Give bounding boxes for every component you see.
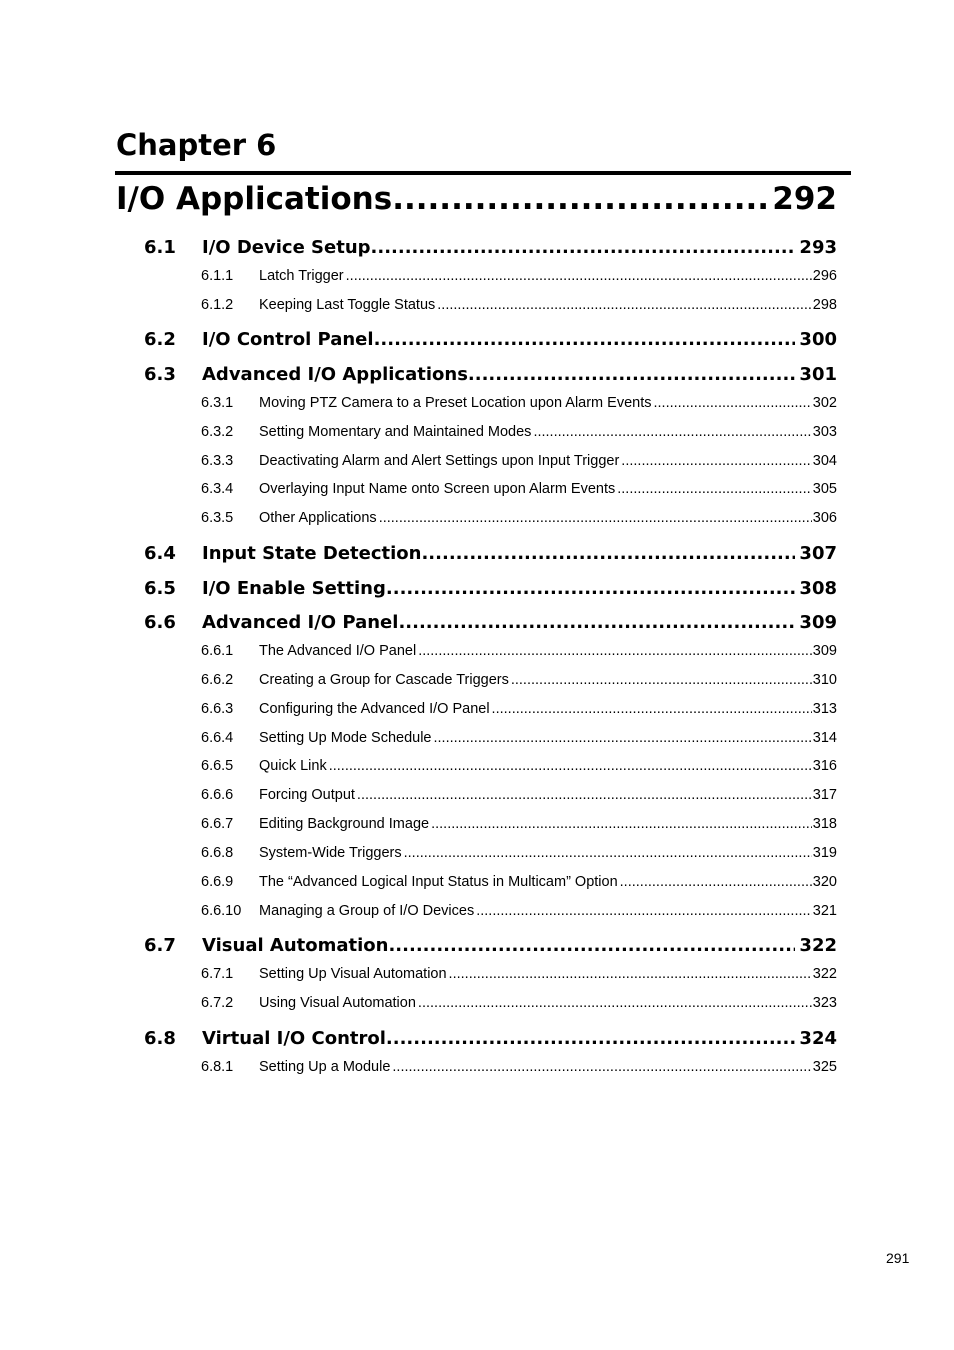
toc-entry-page: 293 bbox=[799, 237, 837, 258]
toc-leader-dots bbox=[388, 935, 795, 956]
toc-entry-number: 6.1.2 bbox=[201, 297, 234, 313]
toc-chapter-page: 292 bbox=[772, 181, 837, 217]
toc-leader-dots bbox=[357, 787, 812, 803]
toc-subsection-entry[interactable] bbox=[201, 1059, 837, 1081]
toc-leader-dots bbox=[386, 578, 796, 599]
toc-section-entry[interactable] bbox=[144, 935, 837, 961]
toc-entry-number: 6.3.2 bbox=[201, 424, 234, 440]
toc-entry-number: 6.4 bbox=[144, 543, 176, 564]
toc-entry-number: 6.3.5 bbox=[201, 510, 234, 526]
toc-entry-page: 296 bbox=[812, 268, 837, 284]
toc-entry-number: 6.1 bbox=[144, 237, 176, 258]
toc-entry-page: 300 bbox=[799, 329, 837, 350]
toc-entry-number: 6.2 bbox=[144, 329, 176, 350]
toc-entry-page: 322 bbox=[812, 966, 837, 982]
toc-entry-page: 314 bbox=[812, 730, 837, 746]
toc-leader-dots bbox=[437, 297, 812, 313]
toc-entry-page: 309 bbox=[812, 643, 837, 659]
toc-entry-page: 309 bbox=[799, 612, 837, 633]
toc-entry-title: Using Visual Automation bbox=[259, 995, 416, 1011]
toc-entry-number: 6.6.9 bbox=[201, 874, 234, 890]
toc-subsection-entry[interactable] bbox=[201, 268, 837, 290]
toc-subsection-entry[interactable] bbox=[201, 845, 837, 867]
toc-leader-dots bbox=[386, 1028, 796, 1049]
toc-leader-dots bbox=[431, 816, 812, 832]
toc-entry-page: 301 bbox=[799, 364, 837, 385]
toc-leader-dots bbox=[346, 268, 812, 284]
toc-entry-number: 6.6.1 bbox=[201, 643, 234, 659]
toc-section-entry[interactable] bbox=[144, 1028, 837, 1054]
toc-entry-number: 6.3.3 bbox=[201, 453, 234, 469]
toc-entry-number: 6.7.2 bbox=[201, 995, 234, 1011]
toc-entry-title: I/O Enable Setting bbox=[202, 578, 386, 599]
toc-subsection-entry[interactable] bbox=[201, 453, 837, 475]
toc-leader-dots bbox=[379, 510, 812, 526]
toc-entry-number: 6.6.7 bbox=[201, 816, 234, 832]
toc-entry-number: 6.6.10 bbox=[201, 903, 242, 919]
toc-chapter-entry[interactable] bbox=[116, 181, 837, 225]
toc-subsection-entry[interactable] bbox=[201, 395, 837, 417]
toc-entry-number: 6.8.1 bbox=[201, 1059, 234, 1075]
toc-entry-page: 324 bbox=[799, 1028, 837, 1049]
toc-subsection-entry[interactable] bbox=[201, 966, 837, 988]
toc-entry-number: 6.3 bbox=[144, 364, 176, 385]
toc-entry-number: 6.7 bbox=[144, 935, 176, 956]
toc-entry-title: Setting Up a Module bbox=[259, 1059, 391, 1075]
toc-entry-number: 6.3.1 bbox=[201, 395, 234, 411]
toc-entry-page: 320 bbox=[812, 874, 837, 890]
toc-entry-title: Moving PTZ Camera to a Preset Location upon Alarm Events bbox=[259, 395, 652, 411]
page-number: 291 bbox=[886, 1250, 910, 1266]
toc-entry-page: 313 bbox=[812, 701, 837, 717]
toc-entry-title: I/O Device Setup bbox=[202, 237, 371, 258]
toc-entry-title: Input State Detection bbox=[202, 543, 422, 564]
toc-leader-dots bbox=[434, 730, 812, 746]
toc-entry-number: 6.6 bbox=[144, 612, 176, 633]
toc-subsection-entry[interactable] bbox=[201, 701, 837, 723]
toc-section-entry[interactable] bbox=[144, 329, 837, 355]
toc-subsection-entry[interactable] bbox=[201, 874, 837, 896]
toc-entry-page: 319 bbox=[812, 845, 837, 861]
toc-entry-title: Forcing Output bbox=[259, 787, 355, 803]
toc-leader-dots bbox=[421, 543, 795, 564]
toc-leader-dots bbox=[476, 903, 812, 919]
toc-chapter-title: I/O Applications bbox=[116, 181, 393, 217]
toc-subsection-entry[interactable] bbox=[201, 903, 837, 925]
toc-entry-title: Latch Trigger bbox=[259, 268, 344, 284]
toc-entry-number: 6.6.6 bbox=[201, 787, 234, 803]
toc-entry-page: 316 bbox=[812, 758, 837, 774]
toc-subsection-entry[interactable] bbox=[201, 730, 837, 752]
toc-entry-page: 325 bbox=[812, 1059, 837, 1075]
toc-leader-dots bbox=[511, 672, 812, 688]
toc-entry-page: 308 bbox=[799, 578, 837, 599]
toc-entry-page: 302 bbox=[812, 395, 837, 411]
toc-entry-title: Managing a Group of I/O Devices bbox=[259, 903, 475, 919]
toc-subsection-entry[interactable] bbox=[201, 758, 837, 780]
toc-entry-page: 310 bbox=[812, 672, 837, 688]
toc-entry-number: 6.6.2 bbox=[201, 672, 234, 688]
toc-leader-dots bbox=[492, 701, 812, 717]
toc-entry-title: Visual Automation bbox=[202, 935, 389, 956]
toc-entry-title: The “Advanced Logical Input Status in Multicam” Option bbox=[259, 874, 618, 890]
toc-entry-title: Editing Background Image bbox=[259, 816, 430, 832]
toc-leader-dots bbox=[374, 329, 796, 350]
toc-leader-dots bbox=[392, 181, 766, 217]
toc-entry-title: Quick Link bbox=[259, 758, 327, 774]
toc-entry-page: 307 bbox=[799, 543, 837, 564]
toc-entry-title: Setting Up Visual Automation bbox=[259, 966, 447, 982]
toc-subsection-entry[interactable] bbox=[201, 787, 837, 809]
toc-entry-page: 317 bbox=[812, 787, 837, 803]
toc-entry-number: 6.8 bbox=[144, 1028, 176, 1049]
toc-leader-dots bbox=[620, 874, 812, 890]
toc-leader-dots bbox=[449, 966, 812, 982]
toc-leader-dots bbox=[654, 395, 812, 411]
toc-entry-page: 304 bbox=[812, 453, 837, 469]
toc-entry-number: 6.5 bbox=[144, 578, 176, 599]
toc-entry-title: Creating a Group for Cascade Triggers bbox=[259, 672, 509, 688]
toc-entry-title: Keeping Last Toggle Status bbox=[259, 297, 436, 313]
toc-section-entry[interactable] bbox=[144, 237, 837, 263]
toc-entry-title: Virtual I/O Control bbox=[202, 1028, 386, 1049]
toc-entry-title: The Advanced I/O Panel bbox=[259, 643, 417, 659]
toc-leader-dots bbox=[404, 845, 812, 861]
toc-entry-title: I/O Control Panel bbox=[202, 329, 374, 350]
toc-entry-title: Other Applications bbox=[259, 510, 377, 526]
toc-section-entry[interactable] bbox=[144, 543, 837, 569]
toc-subsection-entry[interactable] bbox=[201, 510, 837, 532]
toc-entry-number: 6.3.4 bbox=[201, 481, 234, 497]
toc-section-entry[interactable] bbox=[144, 364, 837, 390]
toc-entry-title: Setting Momentary and Maintained Modes bbox=[259, 424, 532, 440]
toc-leader-dots bbox=[468, 364, 796, 385]
toc-subsection-entry[interactable] bbox=[201, 816, 837, 838]
toc-entry-number: 6.1.1 bbox=[201, 268, 234, 284]
toc-entry-title: Setting Up Mode Schedule bbox=[259, 730, 432, 746]
toc-entry-page: 305 bbox=[812, 481, 837, 497]
toc-entry-number: 6.7.1 bbox=[201, 966, 234, 982]
toc-entry-title: Configuring the Advanced I/O Panel bbox=[259, 701, 490, 717]
toc-leader-dots bbox=[533, 424, 811, 440]
toc-entry-title: System-Wide Triggers bbox=[259, 845, 402, 861]
toc-leader-dots bbox=[621, 453, 812, 469]
toc-entry-page: 321 bbox=[812, 903, 837, 919]
toc-entry-title: Overlaying Input Name onto Screen upon Alarm Events bbox=[259, 481, 616, 497]
toc-entry-page: 323 bbox=[812, 995, 837, 1011]
toc-leader-dots bbox=[418, 995, 812, 1011]
toc-leader-dots bbox=[418, 643, 812, 659]
chapter-divider bbox=[115, 171, 851, 175]
toc-subsection-entry[interactable] bbox=[201, 424, 837, 446]
toc-leader-dots bbox=[398, 612, 795, 633]
toc-section-entry[interactable] bbox=[144, 612, 837, 638]
toc-leader-dots bbox=[617, 481, 812, 497]
toc-entry-number: 6.6.3 bbox=[201, 701, 234, 717]
toc-entry-page: 303 bbox=[812, 424, 837, 440]
toc-subsection-entry[interactable] bbox=[201, 643, 837, 665]
toc-subsection-entry[interactable] bbox=[201, 481, 837, 503]
toc-entry-title: Deactivating Alarm and Alert Settings upon Input Trigger bbox=[259, 453, 620, 469]
toc-entry-page: 306 bbox=[812, 510, 837, 526]
toc-entry-number: 6.6.8 bbox=[201, 845, 234, 861]
toc-section-entry[interactable] bbox=[144, 578, 837, 604]
toc-entry-page: 318 bbox=[812, 816, 837, 832]
chapter-label: Chapter 6 bbox=[116, 128, 277, 162]
toc-entry-title: Advanced I/O Panel bbox=[202, 612, 399, 633]
toc-subsection-entry[interactable] bbox=[201, 297, 837, 319]
toc-entry-page: 322 bbox=[799, 935, 837, 956]
toc-entry-title: Advanced I/O Applications bbox=[202, 364, 468, 385]
toc-entry-number: 6.6.4 bbox=[201, 730, 234, 746]
toc-leader-dots bbox=[371, 237, 796, 258]
toc-subsection-entry[interactable] bbox=[201, 995, 837, 1017]
toc-entry-number: 6.6.5 bbox=[201, 758, 234, 774]
toc-subsection-entry[interactable] bbox=[201, 672, 837, 694]
toc-leader-dots bbox=[329, 758, 812, 774]
toc-entry-page: 298 bbox=[812, 297, 837, 313]
toc-leader-dots bbox=[392, 1059, 811, 1075]
